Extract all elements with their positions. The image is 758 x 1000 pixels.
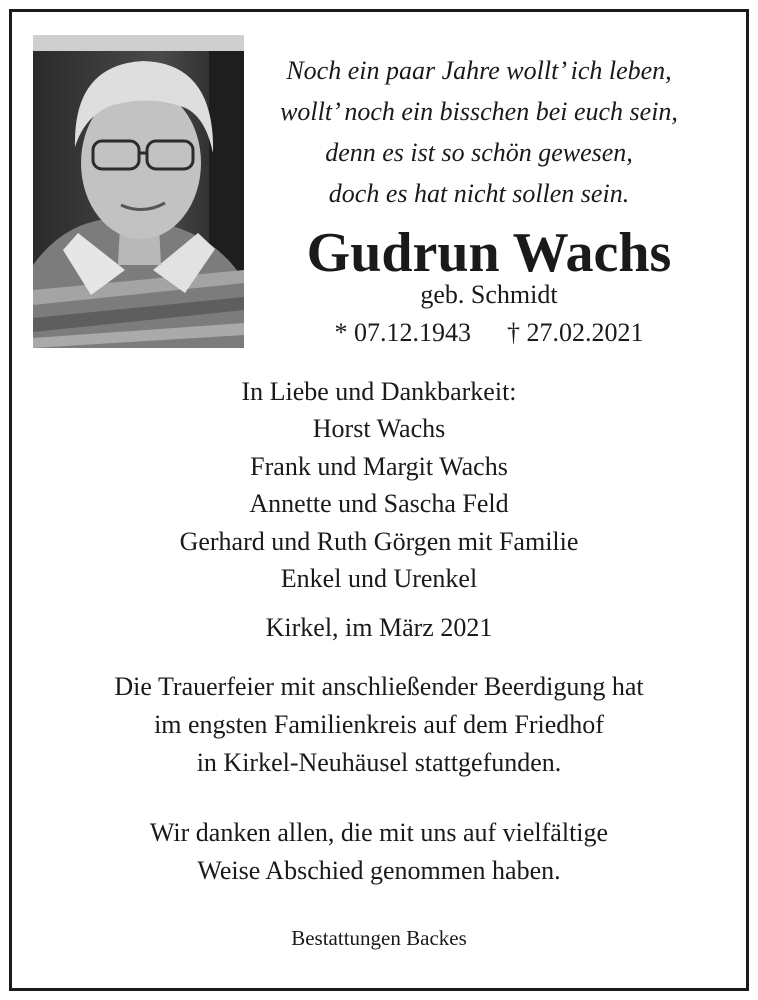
- funeral-note-line: im engsten Familienkreis auf dem Friedhof: [154, 710, 604, 739]
- mourners-intro: In Liebe und Dankbarkeit:: [241, 377, 517, 406]
- maiden-name: geb. Schmidt: [420, 280, 558, 309]
- mourner-name: Horst Wachs: [312, 414, 446, 444]
- funeral-note-line: Die Trauerfeier mit anschließender Beerdigung hat: [114, 672, 644, 701]
- life-dates: [250, 316, 728, 350]
- thanks-note: [0, 814, 758, 890]
- undertaker: Bestattungen Backes: [291, 926, 467, 950]
- funeral-note: [0, 668, 758, 782]
- poem-line: doch es hat nicht sollen sein.: [328, 179, 630, 208]
- portrait-photo-icon: [33, 35, 244, 348]
- mourner-name: Annette und Sascha Feld: [249, 489, 509, 519]
- deceased-name: Gudrun Wachs: [306, 222, 672, 284]
- poem-line: denn es ist so schön gewesen,: [325, 138, 633, 167]
- portrait-photo: [33, 35, 244, 348]
- thanks-line: Wir danken allen, die mit uns auf vielfältige: [149, 818, 609, 847]
- birth-date: * 07.12.1943: [334, 318, 471, 347]
- death-date: † 27.02.2021: [507, 318, 644, 347]
- mourners-list: [0, 373, 758, 597]
- poem: [250, 50, 708, 214]
- place-date: Kirkel, im März 2021: [265, 613, 493, 642]
- thanks-line: Weise Abschied genommen haben.: [197, 856, 561, 885]
- mourner-name: Enkel und Urenkel: [280, 564, 478, 594]
- funeral-note-line: in Kirkel-Neuhäusel stattgefunden.: [196, 748, 562, 777]
- poem-line: Noch ein paar Jahre wollt’ ich leben,: [286, 56, 672, 85]
- mourner-name: Frank und Margit Wachs: [250, 451, 508, 481]
- mourner-name: Gerhard und Ruth Görgen mit Familie: [179, 526, 579, 556]
- poem-line: wollt’ noch ein bisschen bei euch sein,: [280, 97, 678, 126]
